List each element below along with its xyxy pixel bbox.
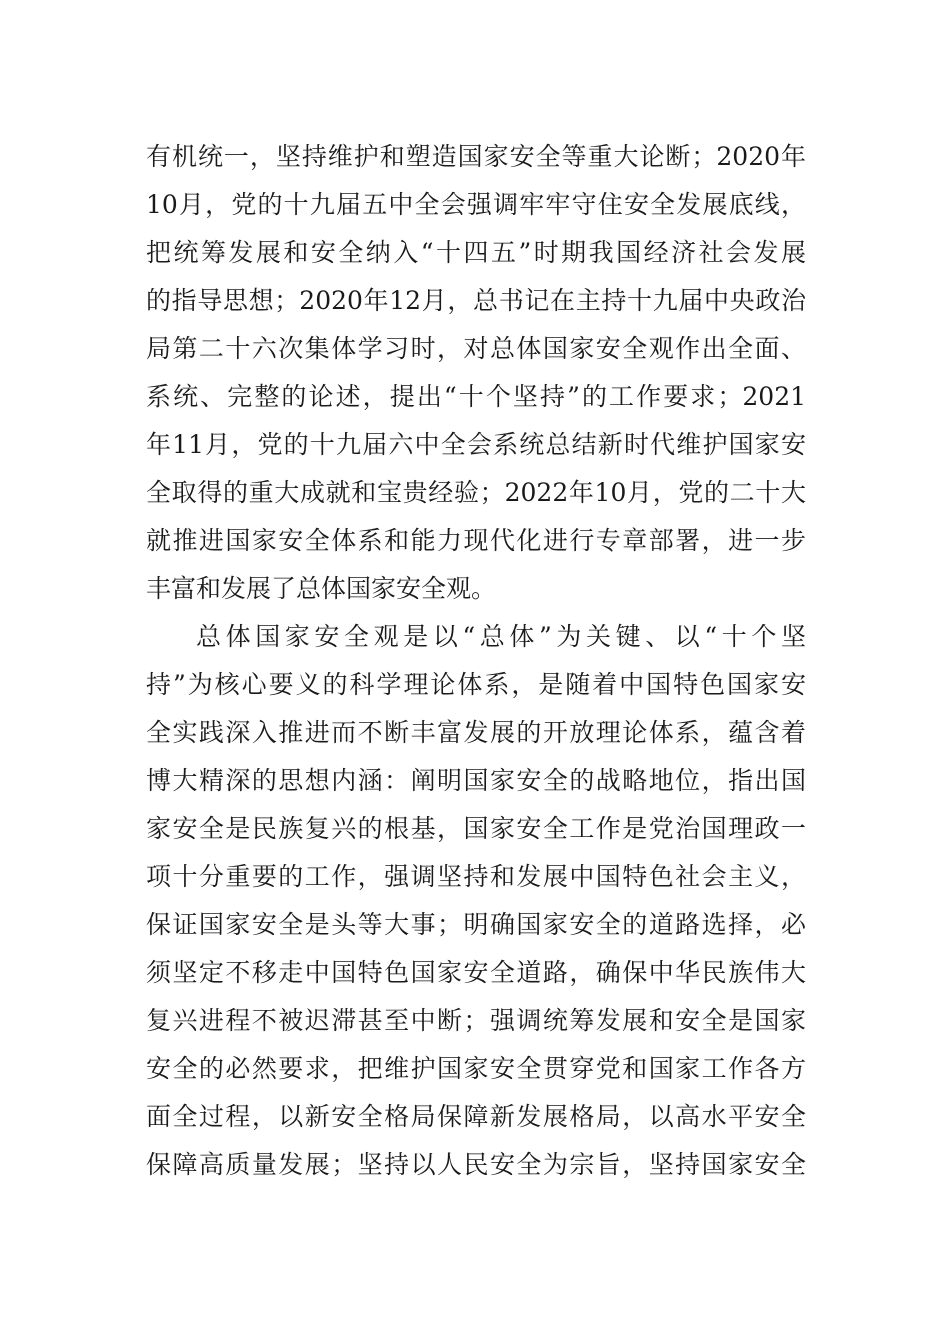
text-line: 项十分重要的工作，强调坚持和发展中国特色社会主义，	[146, 862, 806, 891]
paragraph-first-line: 总体国家安全观是以“总体”为关键、以“十个坚	[196, 622, 806, 651]
text-line: 家安全是民族复兴的根基，国家安全工作是党治国理政一	[146, 814, 806, 843]
text-line: 的指导思想；2020年12月，总书记在主持十九届中央政治	[146, 286, 806, 315]
text-line: 丰富和发展了总体国家安全观。	[146, 574, 497, 603]
text-line: 博大精深的思想内涵：阐明国家安全的战略地位，指出国	[146, 766, 806, 795]
text-line: 保障高质量发展；坚持以人民安全为宗旨，坚持国家安全	[146, 1150, 806, 1179]
text-line: 年11月，党的十九届六中全会系统总结新时代维护国家安	[146, 430, 806, 459]
text-line: 保证国家安全是头等大事；明确国家安全的道路选择，必	[146, 910, 806, 939]
text-line: 就推进国家安全体系和能力现代化进行专章部署，进一步	[146, 526, 806, 555]
text-line: 持”为核心要义的科学理论体系，是随着中国特色国家安	[146, 670, 806, 699]
text-line: 复兴进程不被迟滞甚至中断；强调统筹发展和安全是国家	[146, 1006, 806, 1035]
body-text	[146, 133, 806, 1189]
text-line: 安全的必然要求，把维护国家安全贯穿党和国家工作各方	[146, 1054, 806, 1083]
text-line: 全取得的重大成就和宝贵经验；2022年10月，党的二十大	[146, 478, 806, 507]
text-line: 把统筹发展和安全纳入“十四五”时期我国经济社会发展	[146, 238, 806, 267]
text-line: 全实践深入推进而不断丰富发展的开放理论体系，蕴含着	[146, 718, 806, 747]
text-line: 系统、完整的论述，提出“十个坚持”的工作要求；2021	[146, 382, 806, 411]
text-line: 须坚定不移走中国特色国家安全道路，确保中华民族伟大	[146, 958, 806, 987]
text-line: 局第二十六次集体学习时，对总体国家安全观作出全面、	[146, 334, 806, 363]
text-line: 面全过程，以新安全格局保障新发展格局，以高水平安全	[146, 1102, 806, 1131]
text-line: 10月，党的十九届五中全会强调牢牢守住安全发展底线，	[146, 190, 806, 219]
text-line: 有机统一，坚持维护和塑造国家安全等重大论断；2020年	[146, 142, 806, 171]
